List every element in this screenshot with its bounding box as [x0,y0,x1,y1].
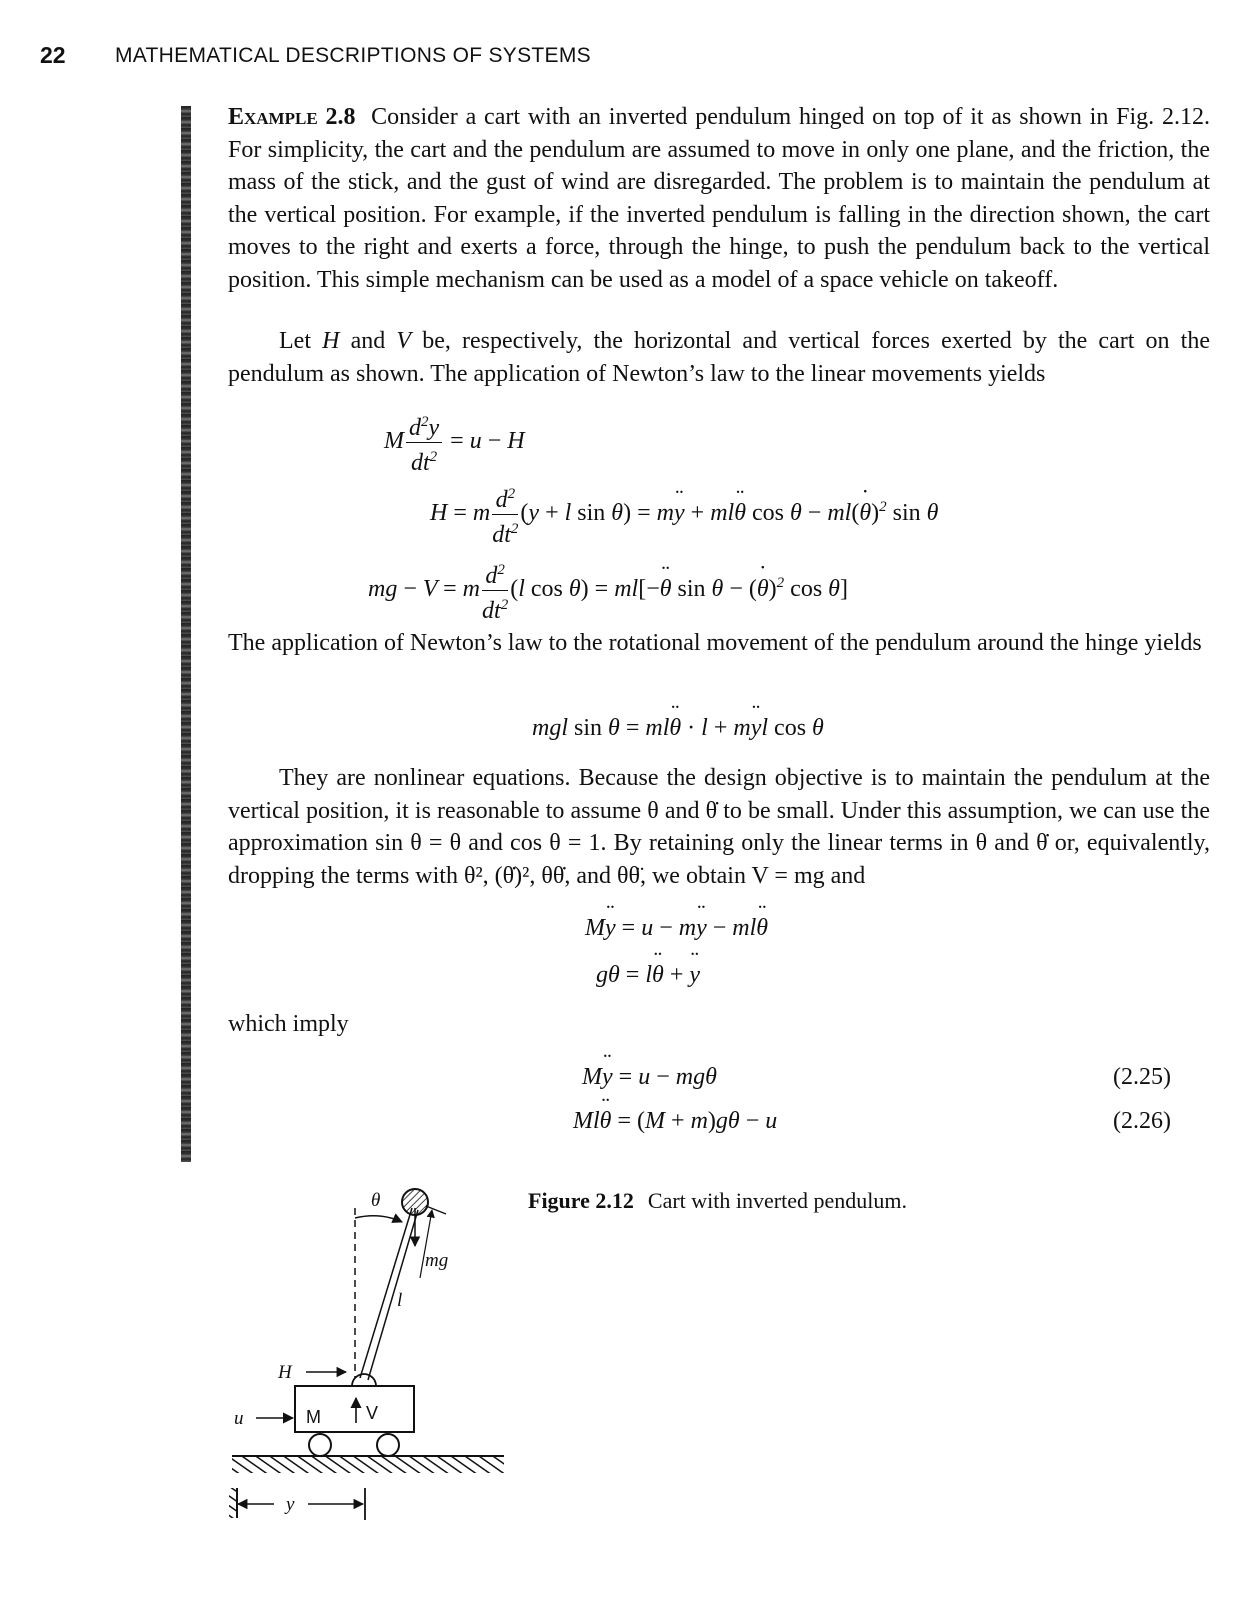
example-label: Example 2.8 [228,104,356,130]
page-header [40,42,1220,78]
cart-pendulum-diagram [220,1178,520,1530]
equation-cart-motion: M $\frac{d^2y}{dt^2}$ = u − H [384,408,525,477]
equation-linearized-1: M¨ y = u − m¨ y − ml¨ θ [585,913,768,943]
length-label: l [397,1290,403,1311]
margin-change-bar [181,106,191,1162]
equation-vertical-force: mg − V = m $\frac{d^2}{dt^2}$ (l cos θ) = ml[−¨ θ sin θ − (˙ θ)$^2$ cos θ] [368,556,848,625]
horizontal-force-label: H [278,1362,292,1383]
example-paragraph-1 [228,101,1210,296]
figure-caption [528,1188,907,1214]
figure-cart-pendulum [220,1178,520,1530]
example-paragraph-5: which imply [228,1011,349,1037]
equation-rotational: mgl sin θ = ml¨ θ · l + m¨ yl cos θ [532,713,824,743]
input-force-label: u [234,1408,244,1429]
wheel-right [377,1434,399,1456]
running-head: MATHEMATICAL DESCRIPTIONS OF SYSTEMS [115,44,591,67]
example-text: Consider a cart with an inverted pendulum hinged on top of it as shown in Fig. 2.12. For simplicity, the cart and the pendulum are assumed to move in only one plane, and the friction, the mass of the stick, and the gust of wind are disregarded. The problem is to maintain the pendulum at the vertical position. For example, if the inverted pendulum is falling in the direction shown, the cart moves to the right and exerts a force, through the hinge, to push the pendulum back to the vertical position. This simple mechanism can be used as a model of a space vehicle on takeoff. [228,104,1210,293]
gravity-label: mg [425,1250,449,1271]
example-paragraph-4: They are nonlinear equations. Because the design objective is to maintain the pendulum at the vertical position, it is reasonable to assume θ and θ̇ to be small. Under this assumption, we can use the approximation sin θ = θ and cos θ = 1. By retaining only the linear terms in θ and θ̇ or, equivalently, dropping the terms with θ², (θ̇)², θθ̇, and θθ̈, we obtain V = mg and [228,765,1210,889]
displacement-label: y [286,1494,295,1515]
equation-2-25: M¨ y = u − mgθ [582,1062,717,1092]
equation-number-2-25: (2.25) [1113,1064,1171,1090]
example-paragraph-2: Let H and V be, respectively, the horizontal and vertical forces exerted by the cart on the pendulum as shown. The application of Newton’s law to the linear movements yields [228,328,1210,387]
hinge [352,1374,376,1386]
example-paragraph-3: The application of Newton’s law to the rotational movement of the pendulum around the hinge yields [228,630,1202,656]
wheel-left [309,1434,331,1456]
theta-arc [355,1216,402,1222]
equation-linearized-2: gθ = l¨ θ + ¨ y [596,960,700,990]
theta-label: θ [371,1190,381,1211]
figure-caption-text: Cart with inverted pendulum. [647,1188,907,1213]
equation-horizontal-force: H = m $\frac{d^2}{dt^2}$ (y + l sin θ) = m¨ y + ml¨ θ cos θ − ml(˙ θ)$^2$ sin θ [430,480,938,549]
page-number: 22 [40,42,66,68]
equation-2-26: Ml¨ θ = (M + m)gθ − u [573,1106,777,1136]
figure-caption-label: Figure 2.12 [528,1188,634,1213]
pendulum-rod-right [368,1210,418,1380]
vertical-force-label: V [366,1403,379,1423]
pendulum-rod-left [360,1208,412,1378]
equation-number-2-26: (2.26) [1113,1108,1171,1134]
reference-wall [229,1488,237,1518]
ground-hatch [232,1457,504,1473]
cart-mass-label: M [306,1407,321,1427]
